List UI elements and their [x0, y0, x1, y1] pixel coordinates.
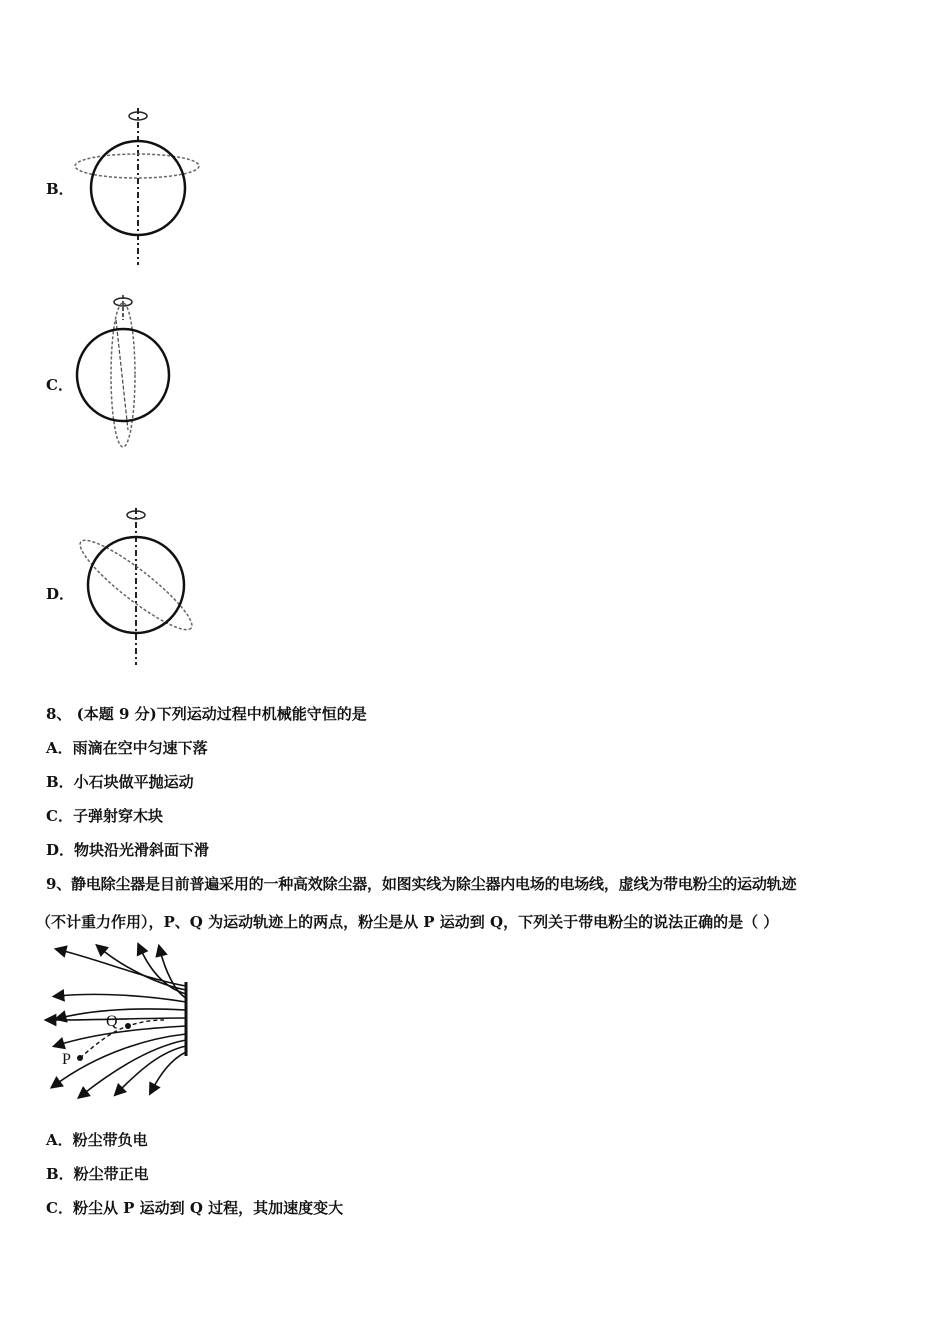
orbit-ellipse: [111, 303, 135, 447]
question-8-option-c: C．子弹射穿木块: [46, 807, 163, 825]
globe-circle: [77, 329, 169, 421]
question-8-stem: 8、 (本题 9 分)下列运动过程中机械能守恒的是: [46, 705, 367, 723]
question-9-option-a: A．粉尘带负电: [46, 1131, 148, 1149]
question-8-option-a: A．雨滴在空中匀速下落: [46, 739, 208, 757]
point-q-label: Q: [106, 1013, 118, 1030]
field-line: [82, 1040, 186, 1095]
inner-axis: [116, 320, 128, 430]
question-9-stem-line1: 9、静电除尘器是目前普遍采用的一种高效除尘器，如图实线为除尘器内电场的电场线，虚线为带电粉尘的运动轨迹: [46, 875, 797, 893]
point-p-label: P: [62, 1051, 71, 1068]
point-p-dot: [77, 1055, 83, 1061]
option-d-globe-figure: [70, 500, 210, 670]
field-line: [140, 948, 186, 994]
question-9-option-b: B．粉尘带正电: [46, 1165, 149, 1183]
field-line: [55, 1034, 186, 1085]
option-b-label: B．: [46, 180, 74, 198]
field-line: [58, 994, 186, 1002]
field-line: [60, 1009, 186, 1018]
option-d-label: D．: [46, 585, 75, 603]
field-lines: [50, 948, 186, 1095]
question-8-option-b: B．小石块做平抛运动: [46, 773, 194, 791]
field-line: [160, 950, 186, 998]
dust-trajectory: [80, 1020, 164, 1058]
field-line: [60, 950, 186, 986]
point-q-dot: [125, 1023, 131, 1029]
question-9-stem-line2: （不计重力作用），P、Q 为运动轨迹上的两点，粉尘是从 P 运动到 Q，下列关于带电粉尘的说法正确的是（ ）: [36, 913, 779, 931]
question-9-option-c: C．粉尘从 P 运动到 Q 过程，其加速度变大: [46, 1199, 344, 1217]
field-line: [50, 1018, 186, 1020]
electric-field-figure: [40, 940, 200, 1100]
field-line: [118, 1046, 186, 1092]
option-c-label: C．: [46, 376, 73, 394]
question-8-option-d: D．物块沿光滑斜面下滑: [46, 841, 210, 859]
option-b-globe-figure: [70, 100, 210, 270]
option-c-globe-figure: [70, 290, 190, 460]
